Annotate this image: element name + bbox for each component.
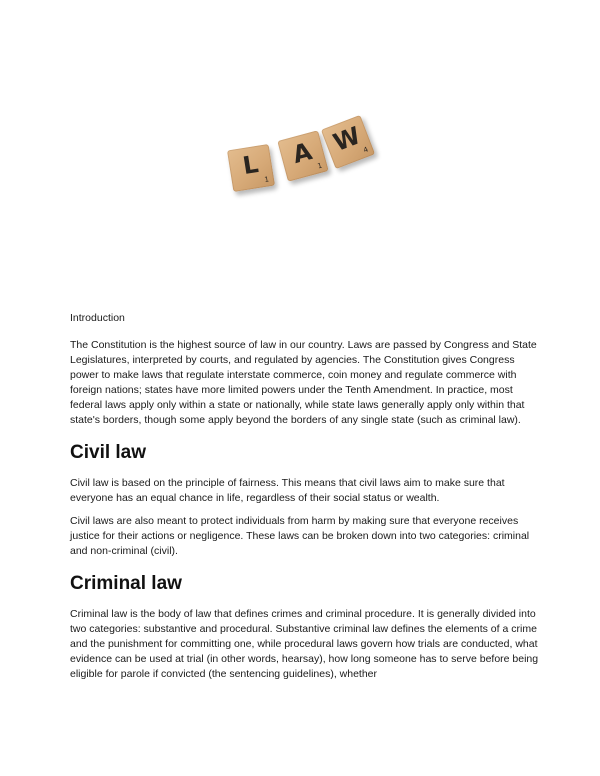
law-tiles-image [0, 95, 600, 205]
tile-letter: A [289, 137, 315, 170]
tile-points: 1 [316, 161, 324, 171]
scrabble-tile-l [227, 144, 275, 192]
civil-law-paragraph-1: Civil law is based on the principle of fairness. This means that civil laws aim to make sure that everyone has an equal chance in life, regardless of their social status or wealth. [70, 477, 505, 504]
document-body [70, 311, 540, 690]
tile-points: 1 [263, 175, 270, 184]
criminal-law-paragraph-1: Criminal law is the body of law that defines crimes and criminal procedure. It is generally divided into two categories: substantive and procedural. Substantive criminal law defines the elements of a crime and the punishment for committing one, while procedural laws govern how trials are conducted, what evidence can be used at trial (in other words, hearsay), how long someone has to serve before being eligible for parole if convicted (the sentencing guidelines), whether [70, 608, 539, 680]
intro-paragraph: The Constitution is the highest source of law in our country. Laws are passed by Congress and State Legislatures, interpreted by courts, and regulated by agencies. The Constitution gives Congress power to make laws that regulate interstate commerce, coin money and regulate commerce with foreign nations; states have more limited powers under the Tenth Amendment. In practice, most federal laws apply only within a state or nationally, while state laws generally apply only within that state's borders, though some apply beyond the borders of any single state (such as criminal law). [70, 339, 537, 426]
civil-law-paragraph-2: Civil laws are also meant to protect individuals from harm by making sure that everyone receives justice for their actions or negligence. These laws can be broken down into two categories: criminal and non-criminal (civil). [70, 515, 530, 557]
intro-label: Introduction [70, 312, 125, 324]
civil-law-heading: Civil law [70, 442, 147, 463]
tile-points: 4 [362, 145, 370, 155]
tile-letter: L [240, 150, 261, 181]
tile-letter: W [329, 121, 365, 158]
scrabble-tile-w [321, 115, 375, 169]
criminal-law-heading: Criminal law [70, 573, 182, 594]
scrabble-tile-a [277, 130, 328, 181]
